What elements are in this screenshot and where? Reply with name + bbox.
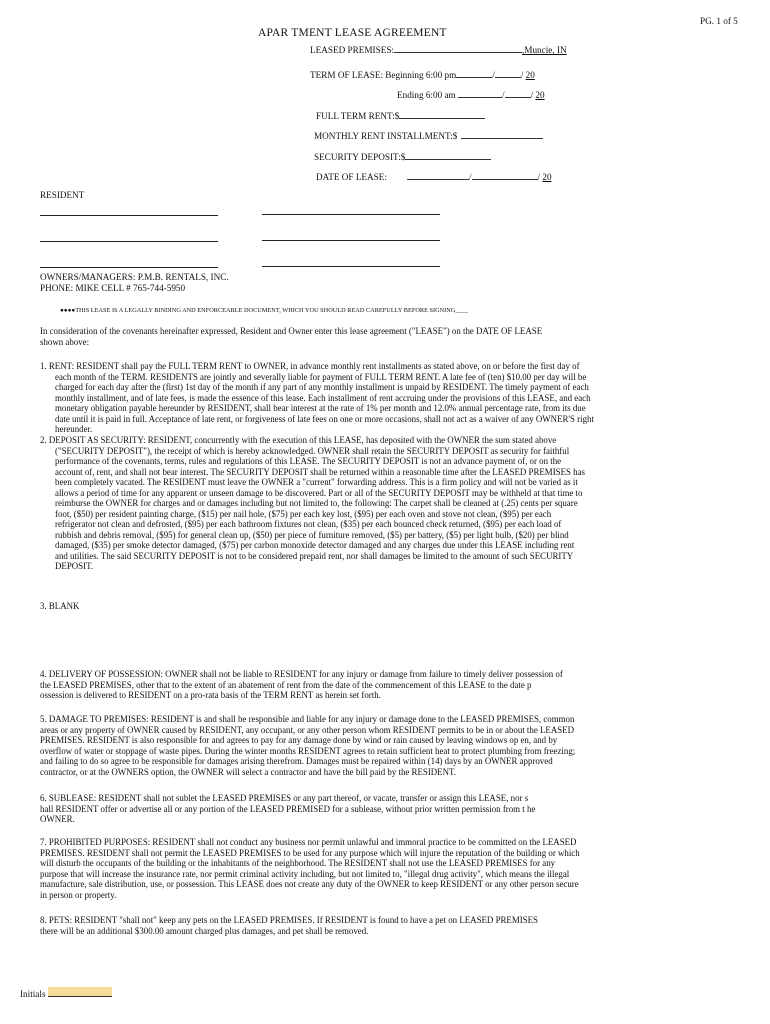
term-ending-row: Ending 6:00 am / / 20: [397, 90, 545, 100]
paragraph-line: purpose that will increase the insurance rate, nor permit criminal activity including, but not limited to, "illegal drug activity", which means the illegal: [40, 868, 570, 879]
term-beginning-day-field[interactable]: [495, 68, 521, 78]
date-of-lease-year-prefix: 20: [542, 172, 552, 182]
paragraph-line: OWNER.: [40, 814, 75, 824]
owners-managers: OWNERS/MANAGERS: P.M.B. RENTALS, INC.: [40, 272, 229, 282]
leased-premises-label: LEASED PREMISES:: [310, 45, 394, 55]
paragraph-line: 4. DELIVERY OF POSSESSION: OWNER shall not be liable to RESIDENT for any injury or damage from failure to timely deliver possession of: [40, 669, 563, 679]
security-deposit-label: SECURITY DEPOSIT:$: [314, 152, 406, 162]
full-term-rent-label: FULL TERM RENT:$: [316, 111, 400, 121]
paragraph-line: ("SECURITY DEPOSIT"), the receipt of which is hereby acknowledged. OWNER shall retain the SECURITY DEPOSIT as security for faithful: [55, 445, 570, 456]
resident-signature-line-5[interactable]: [40, 267, 218, 268]
document-title: APAR TMENT LEASE AGREEMENT: [258, 27, 447, 39]
paragraph-line: the LEASED PREMISES, other that to the extent of an abatement of rent from the date of the commencement of this LEASE to the date p: [40, 679, 532, 690]
paragraph-line: will disturb the occupants of the building or the inhabitants of the neighborhood. The RESIDENT shall not use the LEASED PREMISES for any: [40, 858, 556, 868]
paragraph-line: 8. PETS: RESIDENT "shall not" keep any pets on the LEASED PREMISES. If RESIDENT is found to have a pet on LEASED PREMISES: [40, 915, 538, 925]
paragraph-line: overflow of water or stoppage of waste pipes. During the winter months RESIDENT agrees to retain sufficient heat to protect plumbing from freezing;: [40, 745, 576, 756]
resident-signature-line-1[interactable]: [40, 215, 218, 216]
paragraph-line: 1. RENT: RESIDENT shall pay the FULL TERM RENT to OWNER, in advance monthly rent installments as stated above, on or before the first day of: [40, 361, 580, 371]
term-ending-label: Ending 6:00 am: [397, 90, 456, 100]
term-beginning-year-prefix: 20: [525, 70, 535, 80]
term-beginning-label: TERM OF LEASE: Beginning 6:00 pm: [310, 70, 457, 80]
paragraph-line: DEPOSIT.: [55, 561, 94, 571]
paragraph-line: areas or any property of OWNER caused by RESIDENT, any occupant, or any other person whom RESIDENT permits to be in or about the LEASED: [40, 724, 575, 735]
paragraph-line: 6. SUBLEASE: RESIDENT shall not sublet the LEASED PREMISES or any part thereof, or vacate, transfer or assign this LEASE, nor s: [40, 793, 529, 803]
paragraph-line: rubbish and debris removal, ($95) for general clean up, ($50) per piece of furniture removed, ($5) per battery, ($5) per light bulb, ($20) per blind: [55, 529, 569, 540]
paragraph-line: and utilities. The said SECURITY DEPOSIT is not to be considered prepaid rent, nor shall damages be limited to the amount of such SECURITY: [55, 550, 574, 561]
paragraph-line: In consideration of the covenants hereinafter expressed, Resident and Owner enter this lease agreement ("LEASE") on the DATE OF LEASE: [40, 326, 543, 336]
section-blank: [40, 601, 726, 612]
security-deposit-field[interactable]: [405, 150, 491, 160]
paragraph-line: monthly installment, and of late fees, is made the essence of this lease. Each installment of rent accruing under the provisions of this LEASE, and each: [55, 392, 591, 403]
paragraph-line: 5. DAMAGE TO PREMISES: RESIDENT is and shall be responsible and liable for any injury or damage done to the LEASED PREMISES, common: [40, 714, 575, 724]
full-term-rent-row: [316, 109, 485, 121]
resident-signature-line-2[interactable]: [262, 214, 440, 215]
paragraph-line: damaged, ($35) per smoke detector damaged, ($75) per carbon monoxide detector damaged and any charges due under this LEASE including rent: [55, 540, 575, 550]
section-deposit: [40, 435, 726, 572]
paragraph-line: ossession is delivered to RESIDENT on a pro-rata basis of the TERM RENT as herein set forth.: [40, 690, 381, 700]
date-of-lease-day-field[interactable]: [472, 170, 538, 180]
paragraph-line: performance of the covenants, terms, rules and regulations of this LEASE. The SECURITY DEPOSIT is not an advance payment of, or on the: [55, 456, 562, 466]
paragraph-line: shown above:: [40, 336, 90, 347]
leased-premises-city: ,Muncie, IN: [521, 45, 567, 55]
date-of-lease-label: DATE OF LEASE:: [316, 172, 387, 182]
binding-notice: ●●●●THIS LEASE IS A LEGALLY BINDING AND ENFORCEABLE DOCUMENT, WHICH YOU SHOULD READ CAREFULLY BEFORE SIGNING____: [60, 307, 468, 314]
paragraph-line: hall RESIDENT offer or advertise all or any portion of the LEASED PREMISED for a sublease, without prior written permission from t he: [40, 803, 536, 814]
date-of-lease-row: DATE OF LEASE: / / 20: [316, 172, 552, 182]
resident-signature-line-3[interactable]: [40, 241, 218, 242]
leased-premises-row: [310, 43, 567, 55]
paragraph-line: foot, ($50) per resident painting charge, ($15) per nail hole, ($75) per each key lost, ($95) per each oven and stove not clean, ($95) per each: [55, 508, 552, 519]
paragraph-line: refrigerator not clean and defrosted, ($95) per each bathroom fixtures not clean, ($35) per each bounced check returned, ($95) per each load of: [55, 519, 562, 529]
term-beginning-month-field[interactable]: [456, 68, 492, 78]
section-delivery-of-possession: [40, 669, 726, 701]
paragraph-line: PREMISES. RESIDENT shall not permit the LEASED PREMISES to be used for any purpose which will injure the reputation of the building or which: [40, 847, 580, 858]
section-prohibited-purposes: [40, 837, 726, 900]
section-pets: [40, 915, 726, 936]
paragraph-line: 2. DEPOSIT AS SECURITY: RESIDENT, concurrently with the execution of this LEASE, has deposited with the OWNER the sum stated above: [40, 435, 557, 445]
paragraph-line: PREMISES. RESIDENT is also responsible for and agrees to pay for any damage done by wind or rain caused by leaving windows op en, and by: [40, 735, 558, 745]
term-ending-day-field[interactable]: [505, 88, 531, 98]
term-ending-year-prefix: 20: [535, 90, 545, 100]
resident-signature-line-6[interactable]: [262, 266, 440, 267]
term-ending-month-field[interactable]: [458, 88, 502, 98]
intro-paragraph: [40, 326, 726, 347]
monthly-rent-row: [314, 129, 543, 141]
resident-signature-line-4[interactable]: [262, 240, 440, 241]
security-deposit-row: [314, 150, 491, 162]
paragraph-line: and failing to do so agree to be responsible for damages arising therefrom. Damages must be repaired within (14) days by an OWNER approved: [40, 756, 553, 766]
initials-label: Initials: [20, 989, 46, 999]
paragraph-line: date until it is paid in full. Acceptance of late rent, or forgiveness of late fees on one or more occasions, shall not act as a waiver of any OWNER'S right: [55, 413, 594, 424]
paragraph-line: each month of the TERM. RESIDENTS are jointly and severally liable for payment of FULL TERM RENT. A late fee of (ten) $10.00 per day will be: [55, 371, 587, 382]
date-of-lease-month-field[interactable]: [407, 170, 469, 180]
paragraph-line: reimburse the OWNER for charges and or damages including but not limited to, the following: The carpet shall be cleaned at (.25) cents per square: [55, 498, 578, 508]
initials-row: [20, 987, 112, 999]
section-damage-to-premises: [40, 714, 726, 777]
page-number: PG. 1 of 5: [700, 16, 738, 26]
resident-label: RESIDENT: [40, 190, 85, 200]
paragraph-line: there will be an additional $300.00 amount charged plus damages, and pet shall be removed.: [40, 925, 369, 936]
paragraph-line: monetary obligation payable hereunder by RESIDENT, shall bear interest at the rate of 1% per month and 12.0% annual percentage rate, from its due: [55, 403, 586, 413]
paragraph-line: charged for each day after the (first) 1st day of the month if any part of any monthly installment is unpaid by RESIDENT. The timely payment of each: [55, 382, 589, 392]
monthly-rent-label: MONTHLY RENT INSTALLMENT:$: [314, 131, 458, 141]
paragraph-line: 3. BLANK: [40, 601, 80, 611]
paragraph-line: account of, rent, and shall not bear interest. The SECURITY DEPOSIT shall be returned within a reasonable time after the LEASED PREMISES has: [55, 466, 585, 477]
term-beginning-row: TERM OF LEASE: Beginning 6:00 pm / / 20: [310, 70, 535, 80]
leased-premises-field[interactable]: [394, 43, 522, 53]
paragraph-line: contractor, or at the OWNERS option, the OWNER will select a contractor and have the bill paid by the RESIDENT.: [40, 766, 456, 777]
full-term-rent-field[interactable]: [399, 109, 485, 119]
monthly-rent-field[interactable]: [461, 129, 543, 139]
initials-field[interactable]: [48, 987, 112, 997]
owner-phone: PHONE: MIKE CELL # 765-744-5950: [40, 283, 186, 293]
paragraph-line: 7. PROHIBITED PURPOSES: RESIDENT shall not conduct any business nor permit unlawful and immoral practice to be committed on the LEASED: [40, 837, 577, 847]
section-rent: [40, 361, 726, 435]
paragraph-line: manufacture, sale distribution, use, or possession. This LEASE does not create any duty of the OWNER to keep RESIDENT or any other person secure: [40, 879, 579, 889]
section-sublease: [40, 793, 726, 825]
paragraph-line: been completely vacated. The RESIDENT must leave the OWNER a "current" forwarding address. This is a firm policy and will not be varied as it: [55, 477, 578, 487]
paragraph-line: hereunder.: [55, 424, 93, 434]
paragraph-line: in person or property.: [40, 889, 117, 900]
paragraph-line: allows a period of time for any apparent or unseen damage to be discovered. Part or all of the SECURITY DEPOSIT may be withheld at that time to: [55, 487, 583, 498]
